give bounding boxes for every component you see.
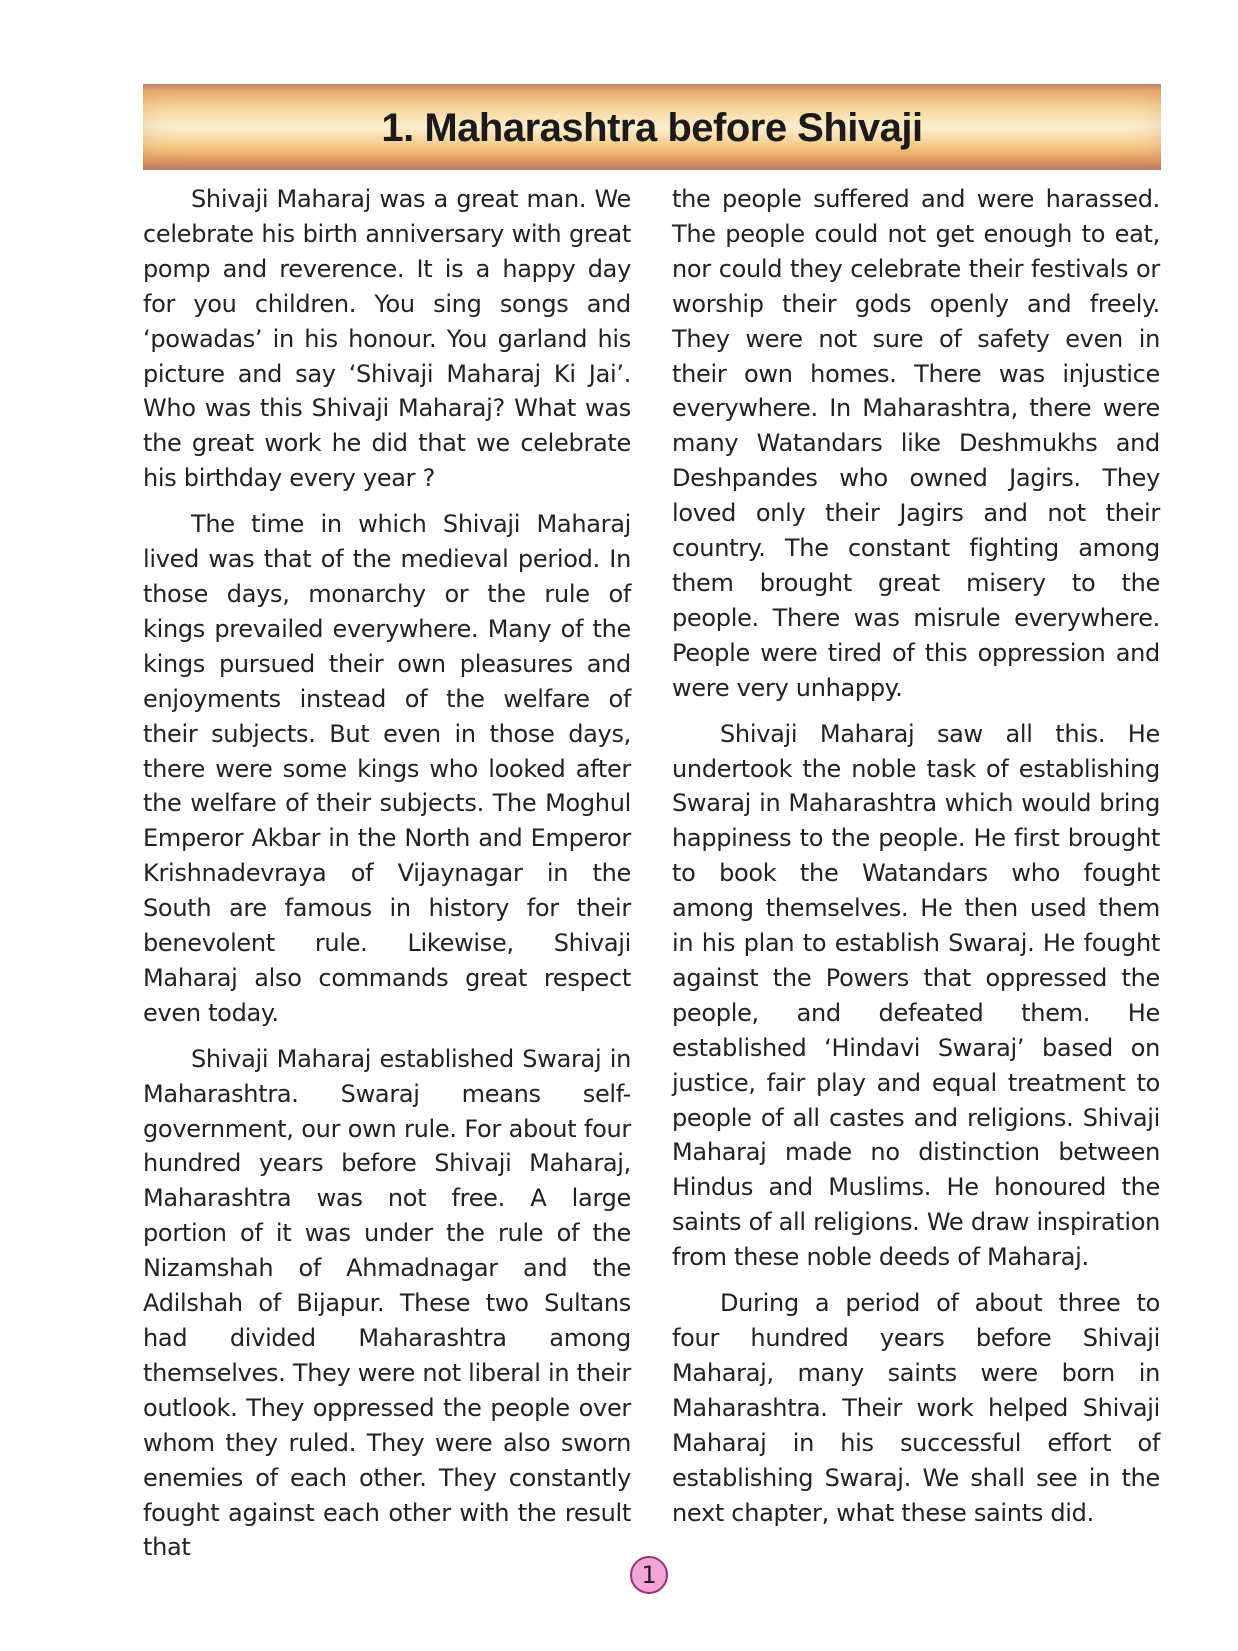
right-text-column <box>672 182 1160 1541</box>
paragraph-continued: the people suffered and were harassed. The people could not get enough to eat, nor could they celebrate their festivals or worship their gods openly and freely. They were not sure of safety even in their own homes. There was injustice everywhere. In Maharashtra, there were many Watandars like Deshmukhs and Deshpandes who owned Jagirs. They loved only their Jagirs and not their country. The constant fighting among them brought great misery to the people. There was misrule everywhere. People were tired of this oppression and were very unhappy. <box>672 185 1160 702</box>
chapter-title: 1. Maharashtra before Shivaji <box>381 105 923 150</box>
paragraph: Shivaji Maharaj was a great man. We celebrate his birth anniversary with great pomp and reverence. It is a happy day for you children. You sing songs and ‘powadas’ in his honour. You garland his picture and say ‘Shivaji Maharaj Ki Jai’. Who was this Shivaji Maharaj? What was the great work he did that we celebrate his birthday every year ? <box>143 185 631 493</box>
chapter-title-banner <box>143 84 1161 170</box>
paragraph: The time in which Shivaji Maharaj lived was that of the medieval period. In those days, monarchy or the rule of kings prevailed everywhere. Many of the kings pursued their own pleasures and enjoyments instead of the welfare of their subjects. But even in those days, there were some kings who looked after the welfare of their subjects. The Moghul Emperor Akbar in the North and Emperor Krishnadevraya of Vijaynagar in the South are famous in history for their benevolent rule. Likewise, Shivaji Maharaj also commands great respect even today. <box>143 510 631 1027</box>
page-number: 1 <box>641 1561 657 1589</box>
left-text-column <box>143 182 631 1576</box>
paragraph: Shivaji Maharaj saw all this. He undertook the noble task of establishing Swaraj in Maharashtra which would bring happiness to the people. He first brought to book the Watandars who fought among themselves. He then used them in his plan to establish Swaraj. He fought against the Powers that oppressed the people, and defeated them. He established ‘Hindavi Swaraj’ based on justice, fair play and equal treatment to people of all castes and religions. Shivaji Maharaj made no distinction between Hindus and Muslims. He honoured the saints of all religions. We draw inspiration from these noble deeds of Maharaj. <box>672 719 1160 1272</box>
page-number-badge <box>630 1556 668 1594</box>
paragraph: Shivaji Maharaj established Swaraj in Maharashtra. Swaraj means self-government, our own rule. For about four hundred years before Shivaji Maharaj, Maharashtra was not free. A large portion of it was under the rule of the Nizamshah of Ahmadnagar and the Adilshah of Bijapur. These two Sultans had divided Maharashtra among themselves. They were not liberal in their outlook. They oppressed the people over whom they ruled. They were also sworn enemies of each other. They constantly fought against each other with the result that <box>143 1044 632 1562</box>
paragraph: During a period of about three to four hundred years before Shivaji Maharaj, many saints were born in Maharashtra. Their work helped Shivaji Maharaj in his successful effort of establishing Swaraj. We shall see in the next chapter, what these saints did. <box>672 1289 1160 1527</box>
